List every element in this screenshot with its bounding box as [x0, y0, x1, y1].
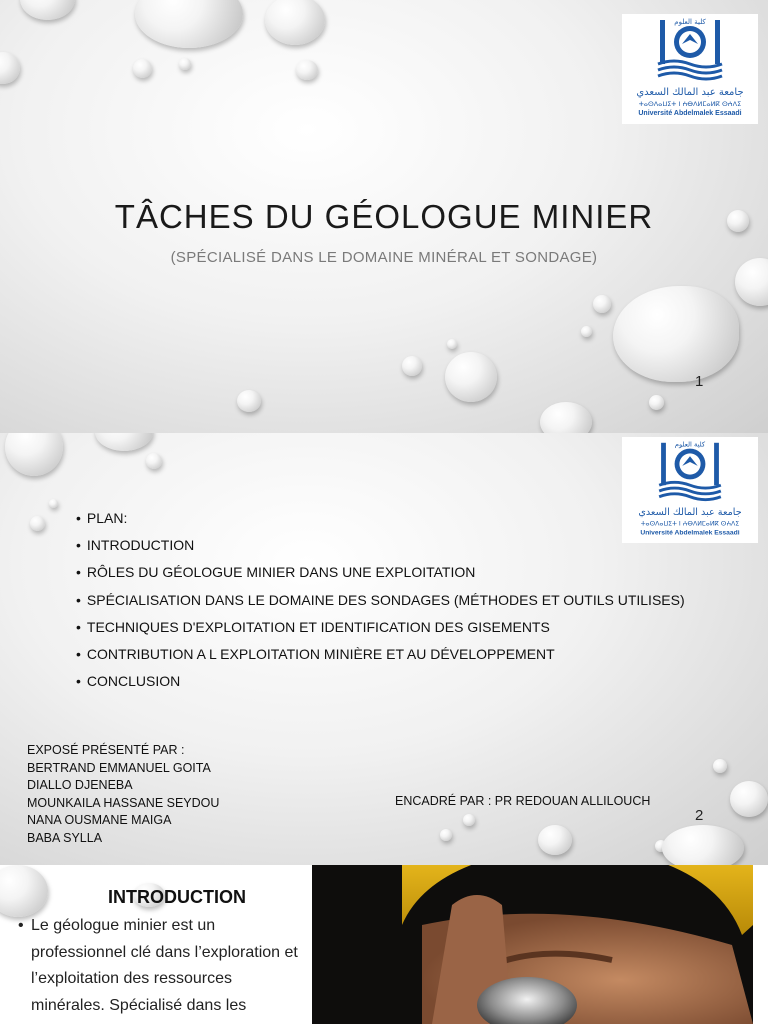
water-drop [265, 0, 325, 45]
logo-tifinagh-name: ⵜⴰⵙⴷⴰⵡⵉⵜ ⵏ ⵄⴱⴷⵍⵎⴰⵍⴽ ⵙⵄⴷⵉ [640, 520, 740, 528]
presenter-name: BABA SYLLA [27, 830, 103, 845]
water-drop [593, 295, 611, 313]
water-drop [237, 390, 261, 412]
intro-body: Le géologue minier est un professionnel clé dans l’exploration et l’exploitation des ressources minérales. Spécialisé dans les [31, 917, 298, 1014]
logo-latin-name: Université Abdelmalek Essaadi [640, 529, 740, 537]
miner-photo [312, 865, 753, 1024]
plan-item: • CONTRIBUTION A L EXPLOITATION MINIÈRE ET AU DÉVELOPPEMENT [76, 643, 685, 670]
plan-item: • SPÉCIALISATION DANS LE DOMAINE DES SONDAGES (MÉTHODES ET OUTILS UTILISES) [76, 589, 685, 616]
logo-top-text: كلية العلوم [674, 440, 706, 449]
university-logo [622, 14, 758, 124]
slide-subtitle: (SPÉCIALISÉ DANS LE DOMAINE MINÉRAL ET SONDAGE) [170, 249, 598, 266]
water-drop [5, 433, 63, 476]
water-drop [179, 58, 191, 70]
water-drop [440, 829, 452, 841]
water-drop [95, 433, 153, 451]
page-number: 2 [695, 807, 704, 824]
plan-item: • RÔLES DU GÉOLOGUE MINIER DANS UNE EXPLOITATION [76, 561, 685, 588]
water-drop [538, 825, 572, 855]
plan-list [76, 507, 685, 697]
water-drop [713, 759, 727, 773]
logo-tifinagh-name: ⵜⴰⵙⴷⴰⵡⵉⵜ ⵏ ⵄⴱⴷⵍⵎⴰⵍⴽ ⵙⵄⴷⵉ [638, 100, 742, 108]
plan-slide [0, 433, 768, 865]
plan-item: • PLAN: [76, 507, 685, 534]
title-slide [0, 0, 768, 433]
intro-paragraph [18, 913, 298, 1019]
logo-arabic-name: جامعة عبد المالك السعدي [638, 507, 742, 519]
water-drop [581, 326, 592, 337]
plan-item: • INTRODUCTION [76, 534, 685, 561]
water-drop [613, 286, 739, 382]
water-drop [20, 0, 75, 20]
presenters-heading: EXPOSÉ PRÉSENTÉ PAR : [27, 743, 185, 757]
presenter-name: MOUNKAILA HASSANE SEYDOU [27, 795, 220, 810]
logo-arabic-name: جامعة عبد المالك السعدي [636, 87, 744, 98]
water-drop [296, 60, 318, 80]
water-drop [0, 865, 48, 917]
water-drop [0, 52, 20, 84]
page-number: 1 [695, 373, 704, 390]
logo-latin-name: Université Abdelmalek Essaadi [638, 110, 742, 117]
water-drop [133, 59, 152, 78]
water-drop [146, 453, 162, 469]
introduction-slide [0, 865, 768, 1024]
bullet: • [18, 917, 24, 934]
water-drop [463, 814, 475, 826]
water-drop [540, 402, 592, 433]
logo-top-text: كلية العلوم [674, 18, 706, 26]
water-drop [447, 339, 457, 349]
slide-title: TÂCHES DU GÉOLOGUE MINIER [114, 198, 654, 235]
water-drop [402, 356, 422, 376]
plan-item: • TECHNIQUES D'EXPLOITATION ET IDENTIFICATION DES GISEMENTS [76, 616, 685, 643]
intro-heading: INTRODUCTION [108, 887, 246, 907]
water-drop [135, 0, 243, 48]
water-drop [649, 395, 664, 410]
presenter-name: BERTRAND EMMANUEL GOITA [27, 760, 211, 775]
water-drop [662, 825, 744, 865]
presenters-block [27, 742, 219, 848]
water-drop [30, 516, 45, 531]
supervisor: ENCADRÉ PAR : PR REDOUAN ALLILOUCH [395, 794, 651, 808]
presenter-name: DIALLO DJENEBA [27, 778, 133, 793]
water-drop [49, 499, 58, 508]
presenter-name: NANA OUSMANE MAIGA [27, 813, 172, 828]
water-drop [730, 781, 768, 817]
water-drop [445, 352, 497, 402]
plan-item: • CONCLUSION [76, 670, 685, 697]
